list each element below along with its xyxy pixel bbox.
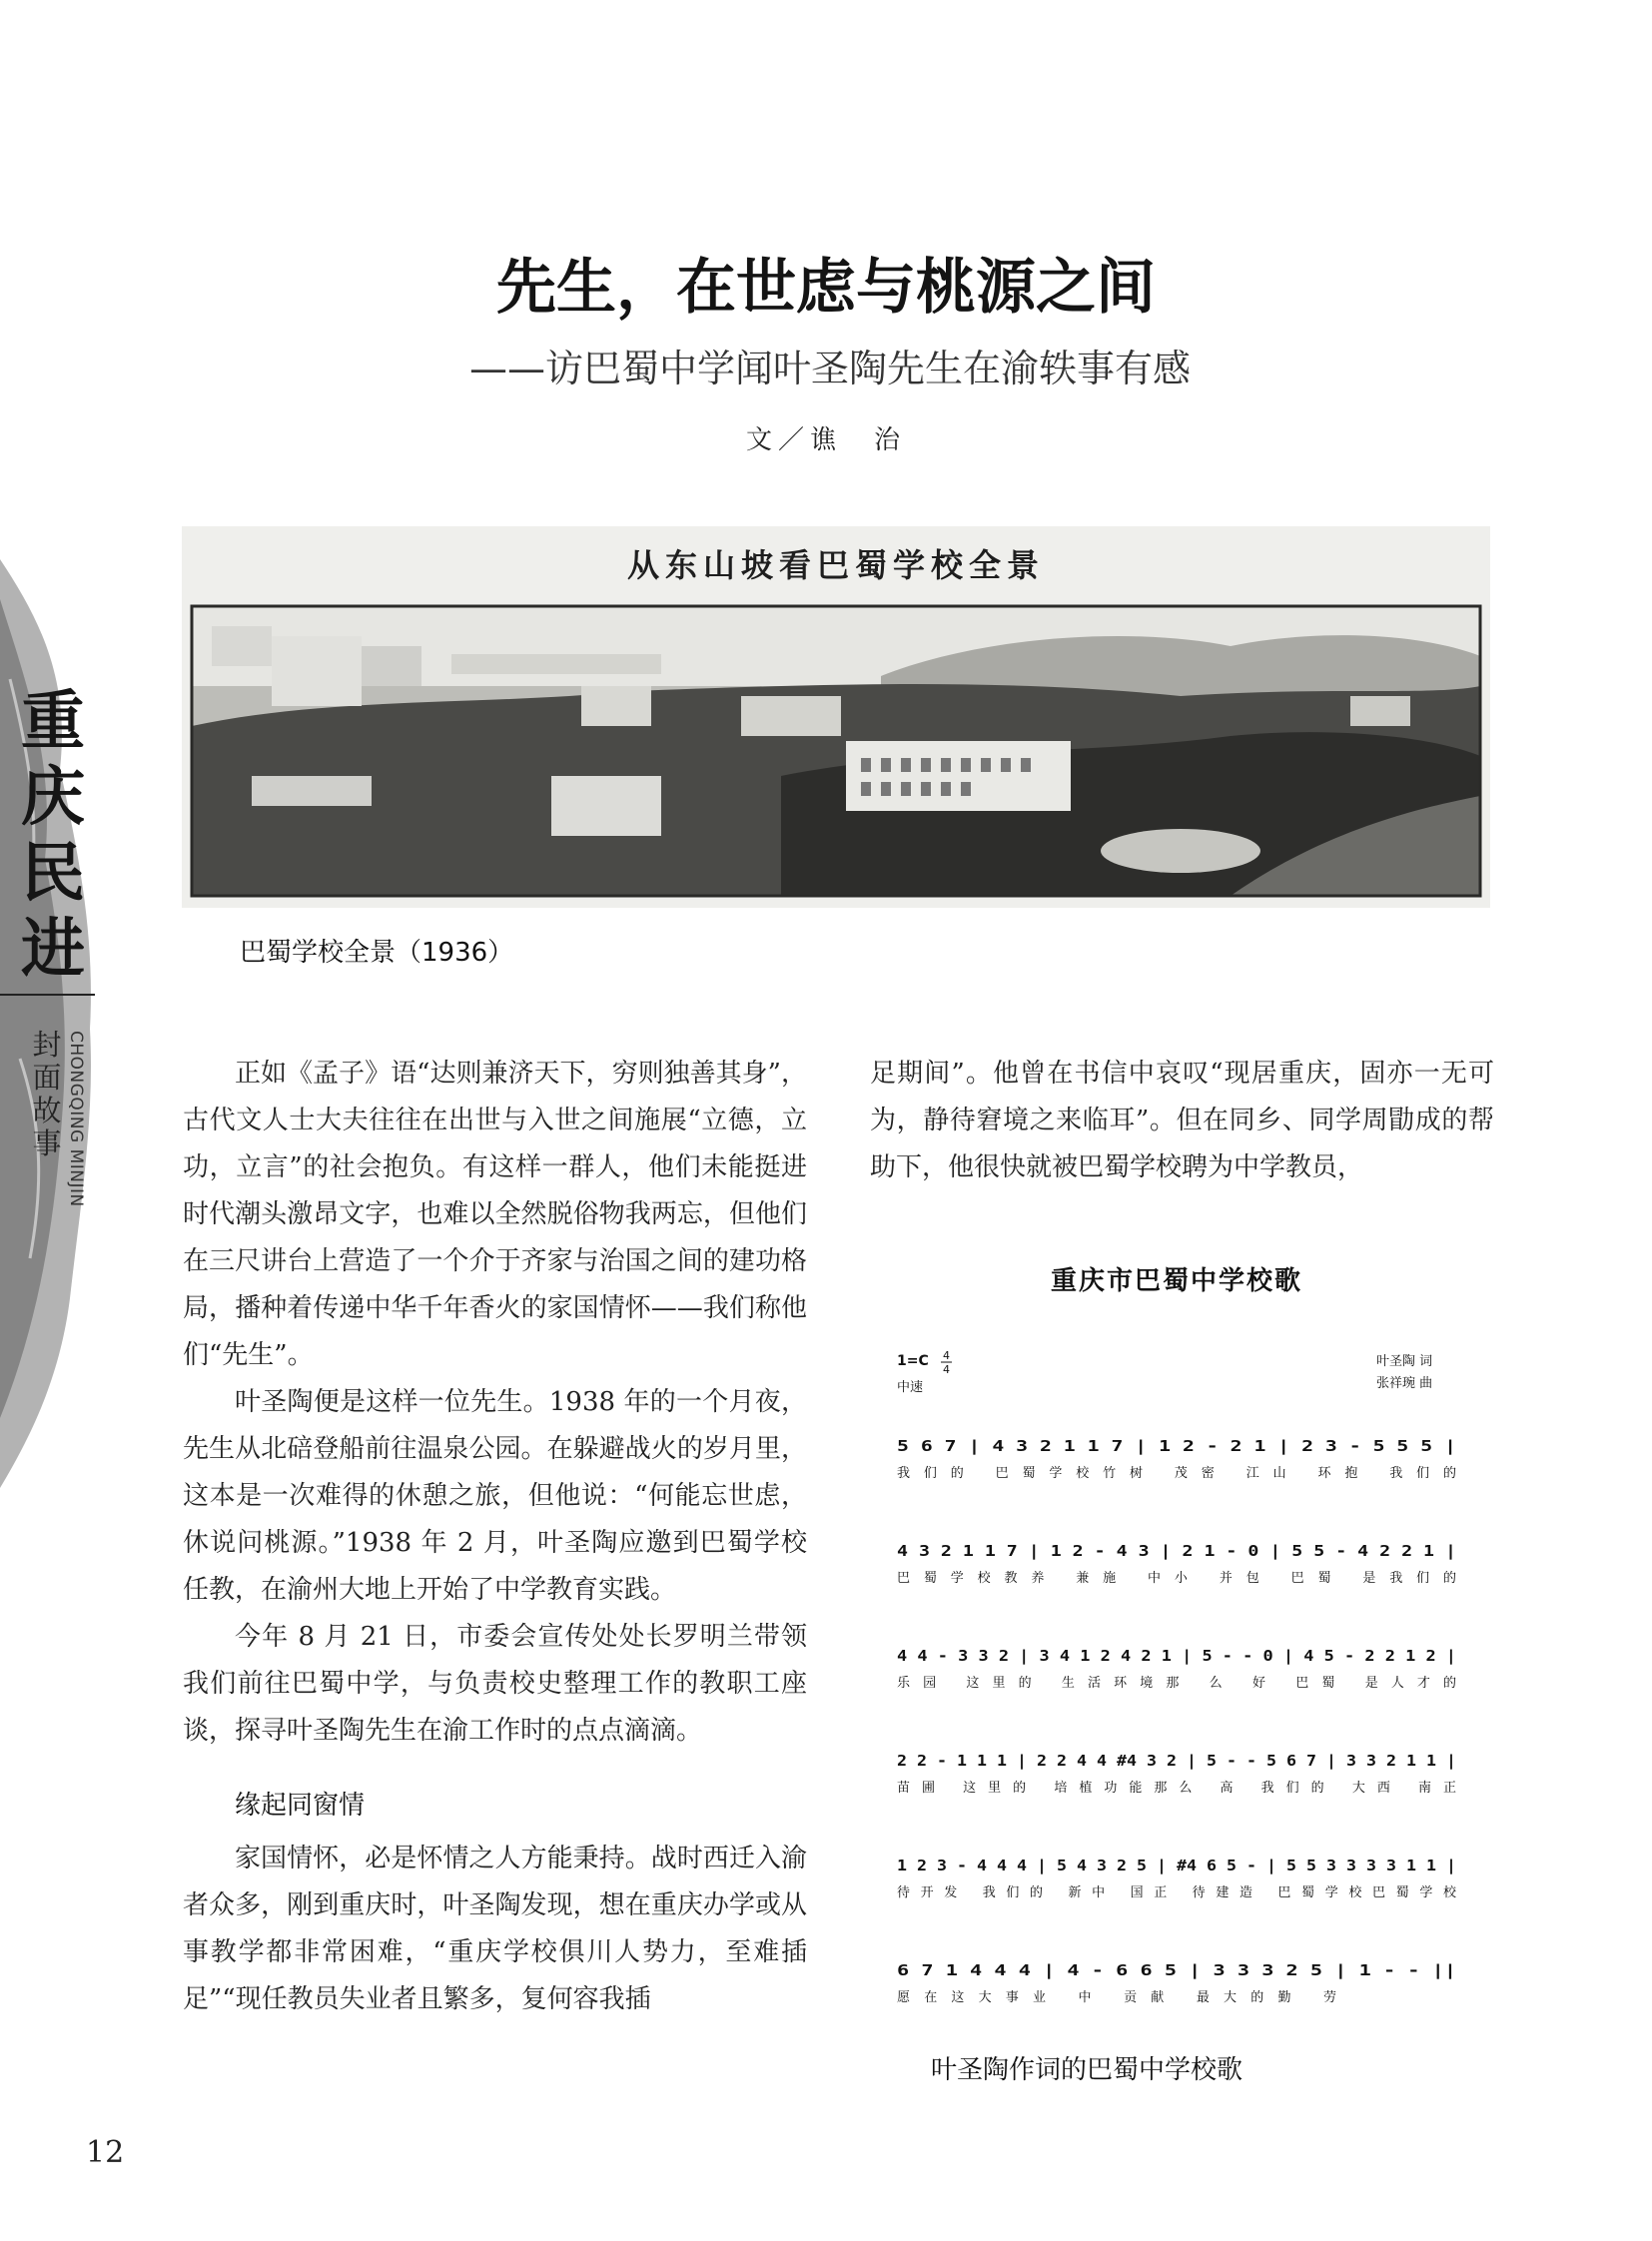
score-row bbox=[897, 1752, 1456, 1796]
body-paragraph: 家国情怀，必是怀情之人方能秉持。战时西迁入渝者众多，刚到重庆时，叶圣陶发现，想在重庆办学或从事教学都非常困难，“重庆学校俱川人势力，至难插足”“现任教员失业者且繁多，复何容我插 bbox=[183, 1844, 807, 2014]
magazine-name-en: CHONGQING MINJIN bbox=[66, 1031, 86, 1207]
photo-banner-text: 从东山坡看巴蜀学校全景 bbox=[626, 546, 1046, 584]
score-notes: 2 2 - 1 1 1 | 2 2 4 4 #4 3 2 | 5 - - 5 6 7 | 3 3 2 1 1 | bbox=[897, 1752, 1402, 1770]
photo-caption: 巴蜀学校全景（1936） bbox=[240, 938, 514, 968]
score-composer: 张祥琬 曲 bbox=[1376, 1376, 1433, 1391]
score-row bbox=[897, 1437, 1456, 1481]
score-time-top: 4 bbox=[943, 1349, 950, 1362]
sidebar-divider bbox=[0, 994, 95, 996]
magazine-name-char: 庆 bbox=[21, 760, 85, 835]
score-lyrics: 我们的 巴蜀学校竹树 茂密 江山 环抱 我们的 bbox=[897, 1466, 1456, 1481]
score-time-bottom: 4 bbox=[943, 1363, 950, 1376]
score-notes: 4 4 - 3 3 2 | 3 4 1 2 4 2 1 | 5 - - 0 | 4 5 - 2 2 1 2 | bbox=[897, 1647, 1393, 1665]
score-row bbox=[897, 1961, 1456, 2005]
score-notes: 4 3 2 1 1 7 | 1 2 - 4 3 | 2 1 - 0 | 5 5 - 4 2 2 1 | bbox=[897, 1542, 1357, 1560]
score-notes: 6 7 1 4 4 4 | 4 - 6 6 5 | 3 3 3 2 5 | 1 - - || bbox=[897, 1961, 1312, 1979]
section-heading: 缘起同窗情 bbox=[235, 1791, 366, 1821]
page-number: 12 bbox=[86, 2135, 125, 2170]
section-char: 故 bbox=[32, 1094, 62, 1127]
score-lyrics: 乐园 这里的 生活环境那 么 好 巴蜀 是人才的 bbox=[897, 1676, 1456, 1691]
section-label bbox=[30, 1029, 64, 1160]
article-title: 先生，在世虑与桃源之间 bbox=[496, 253, 1156, 323]
school-panorama-photo bbox=[182, 526, 1490, 908]
score-notes: 1 2 3 - 4 4 4 | 5 4 3 2 5 | #4 6 5 - | 5 5 3 3 3 3 1 1 | bbox=[897, 1857, 1402, 1874]
magazine-name bbox=[18, 684, 88, 988]
score-tempo: 中速 bbox=[897, 1380, 924, 1395]
section-char: 事 bbox=[32, 1126, 62, 1160]
score-lyrics: 愿在这大事业 中 贡献 最大的勤 劳 bbox=[897, 1990, 1336, 2005]
body-paragraph: 正如《孟子》语“达则兼济天下，穷则独善其身”，古代文人士大夫往往在出世与入世之间施展“立德，立功，立言”的社会抱负。有这样一群人，他们未能挺进时代潮头激昂文字，也难以全然脱俗物我两忘，但他们在三尺讲台上营造了一个介于齐家与治国之间的建功格局，播种着传递中华千年香火的家国情怀——我们称他们“先生”。 bbox=[183, 1059, 807, 1370]
section-char: 面 bbox=[32, 1061, 62, 1095]
body-paragraph: 叶圣陶便是这样一位先生。1938 年的一个月夜，先生从北碚登船前往温泉公园。在躲避战火的岁月里，这本是一次难得的休憩之旅，但他说：“何能忘世虑，休说问桃源。”1938 年 2 月，叶圣陶应邀到巴蜀学校任教，在渝州大地上开始了中学教育实践。 bbox=[183, 1387, 807, 1605]
score-lyrics: 待开发 我们的 新中 国正 待建造 巴蜀学校巴蜀学校 bbox=[897, 1885, 1456, 1900]
score-lyrics: 巴蜀学校教养 兼施 中小 并包 巴蜀 是我们的 bbox=[897, 1571, 1456, 1586]
article-subtitle: ——访巴蜀中学闻叶圣陶先生在渝轶事有感 bbox=[469, 347, 1192, 390]
score-row bbox=[897, 1542, 1456, 1586]
body-paragraph: 足期间”。他曾在书信中哀叹“现居重庆，固亦一无可为，静待窘境之来临耳”。但在同乡、同学周勖成的帮助下，他很快就被巴蜀学校聘为中学教员， bbox=[870, 1059, 1494, 1182]
score-notes: 5 6 7 | 4 3 2 1 1 7 | 1 2 - 2 1 | 2 3 - 5 5 5 | bbox=[897, 1437, 1321, 1455]
score-title: 重庆市巴蜀中学校歌 bbox=[1050, 1266, 1302, 1296]
article-column-2 bbox=[870, 1051, 1494, 1191]
score-lyrics: 苗圃 这里的 培植功能那么 高 我们的 大西 南正 bbox=[897, 1781, 1456, 1796]
score-caption: 叶圣陶作词的巴蜀中学校歌 bbox=[931, 2055, 1243, 2085]
score-row bbox=[897, 1857, 1457, 1900]
magazine-name-char: 进 bbox=[21, 912, 85, 987]
body-paragraph: 今年 8 月 21 日，市委会宣传处处长罗明兰带领我们前往巴蜀中学，与负责校史整理工作的教职工座谈，探寻叶圣陶先生在渝工作时的点点滴滴。 bbox=[183, 1622, 807, 1746]
article-byline: 文／谯 治 bbox=[745, 425, 906, 455]
magazine-name-char: 重 bbox=[21, 684, 85, 759]
article-column-1 bbox=[183, 1051, 807, 2023]
magazine-name-char: 民 bbox=[21, 836, 85, 911]
score-row bbox=[897, 1647, 1456, 1691]
section-char: 封 bbox=[32, 1028, 62, 1062]
score-lyricist: 叶圣陶 词 bbox=[1376, 1354, 1433, 1369]
school-song-score bbox=[877, 1253, 1476, 2012]
score-key: 1=C bbox=[897, 1353, 929, 1369]
